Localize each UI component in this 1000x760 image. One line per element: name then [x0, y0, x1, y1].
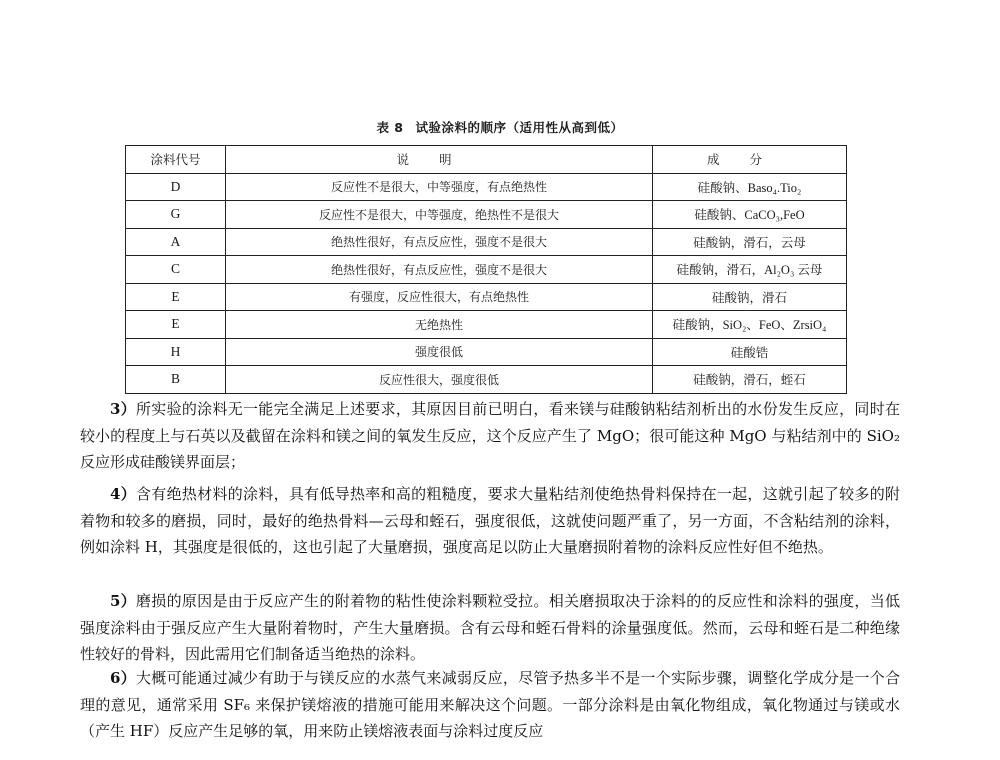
paragraph-4 — [80, 481, 900, 561]
cell-description: 反应性很大，强度很低 — [226, 366, 653, 394]
cell-code: B — [126, 366, 226, 394]
paragraph-text: 大概可能通过减少有助于与镁反应的水蒸气来减弱反应，尽管予热多半不是一个实际步骤，调整化学成分是一个合理的意见，通常采用 SF₆ 来保护镁熔液的措施可能用来解决这个问题。一部分涂料是由氧化物组成，氧化物通过与镁或水（产生 HF）反应产生足够的氧，用来防止镁熔液表面与涂料过度反应 — [80, 669, 900, 740]
cell-description: 绝热性很好，有点反应性，强度不是很大 — [226, 228, 653, 256]
cell-composition: 硅酸钠，SiO₂、FeO、ZrsiO₄ — [653, 311, 847, 339]
cell-description: 强度很低 — [226, 338, 653, 366]
paragraph-3 — [80, 396, 900, 476]
table-row — [126, 173, 847, 201]
paragraph-5 — [80, 588, 900, 668]
table-row — [126, 228, 847, 256]
cell-composition: 硅酸钠，滑石，云母 — [653, 228, 847, 256]
table-header-row — [126, 146, 847, 174]
cell-code: G — [126, 201, 226, 229]
cell-code: H — [126, 338, 226, 366]
table-caption-title: 试验涂料的顺序（适用性从高到低） — [415, 120, 624, 135]
cell-composition: 硅酸钠，滑石 — [653, 283, 847, 311]
cell-composition: 硅酸钠，滑石，Al₂O₃ 云母 — [653, 256, 847, 284]
cell-code: E — [126, 311, 226, 339]
table-caption-number: 表 8 — [376, 120, 404, 135]
cell-composition: 硅酸钠、CaCO₃,FeO — [653, 201, 847, 229]
paragraph-label: 3） — [110, 400, 137, 418]
header-composition: 成分 — [653, 146, 847, 174]
coatings-table — [125, 145, 847, 394]
paragraph-text: 所实验的涂料无一能完全满足上述要求，其原因目前已明白，看来镁与硅酸钠粘结剂析出的水份发生反应，同时在较小的程度上与石英以及截留在涂料和镁之间的氧发生反应，这个反应产生了 MgO；很可能这种 MgO 与粘结剂中的 SiO₂ 反应形成硅酸镁界面层； — [80, 400, 900, 471]
cell-composition: 硅酸钠，滑石，蛭石 — [653, 366, 847, 394]
cell-description: 反应性不是很大，中等强度，有点绝热性 — [226, 173, 653, 201]
table-row — [126, 366, 847, 394]
paragraph-text: 含有绝热材料的涂料，具有低导热率和高的粗糙度，要求大量粘结剂使绝热骨料保持在一起，这就引起了较多的附着物和较多的磨损，同时，最好的绝热骨料—云母和蛭石，强度很低，这就使问题严重了，另一方面，不含粘结剂的涂料，例如涂料 H，其强度是很低的，这也引起了大量磨损，强度高足以防止大量磨损附着物的涂料反应性好但不绝热。 — [80, 485, 900, 556]
table-row — [126, 338, 847, 366]
cell-code: E — [126, 283, 226, 311]
table-row — [126, 311, 847, 339]
cell-composition: 硅酸钠、Baso₄.Tio₂ — [653, 173, 847, 201]
cell-composition: 硅酸锆 — [653, 338, 847, 366]
cell-description: 反应性不是很大，中等强度，绝热性不是很大 — [226, 201, 653, 229]
table-row — [126, 201, 847, 229]
table-row — [126, 256, 847, 284]
table-caption — [0, 118, 1000, 136]
cell-description: 无绝热性 — [226, 311, 653, 339]
paragraph-6 — [80, 665, 900, 745]
cell-code: C — [126, 256, 226, 284]
cell-description: 绝热性很好，有点反应性，强度不是很大 — [226, 256, 653, 284]
cell-description: 有强度，反应性很大，有点绝热性 — [226, 283, 653, 311]
header-description: 说明 — [226, 146, 653, 174]
paragraph-label: 5） — [110, 592, 137, 610]
header-code: 涂料代号 — [126, 146, 226, 174]
cell-code: D — [126, 173, 226, 201]
table-row — [126, 283, 847, 311]
paragraph-text: 磨损的原因是由于反应产生的附着物的粘性使涂料颗粒受拉。相关磨损取决于涂料的的反应性和涂料的强度，当低强度涂料由于强反应产生大量附着物时，产生大量磨损。含有云母和蛭石骨料的涂量强度低。然而，云母和蛭石是二种绝缘性较好的骨料，因此需用它们制备适当绝热的涂料。 — [80, 592, 900, 663]
cell-code: A — [126, 228, 226, 256]
paragraph-label: 4） — [110, 485, 137, 503]
paragraph-label: 6） — [110, 669, 137, 687]
